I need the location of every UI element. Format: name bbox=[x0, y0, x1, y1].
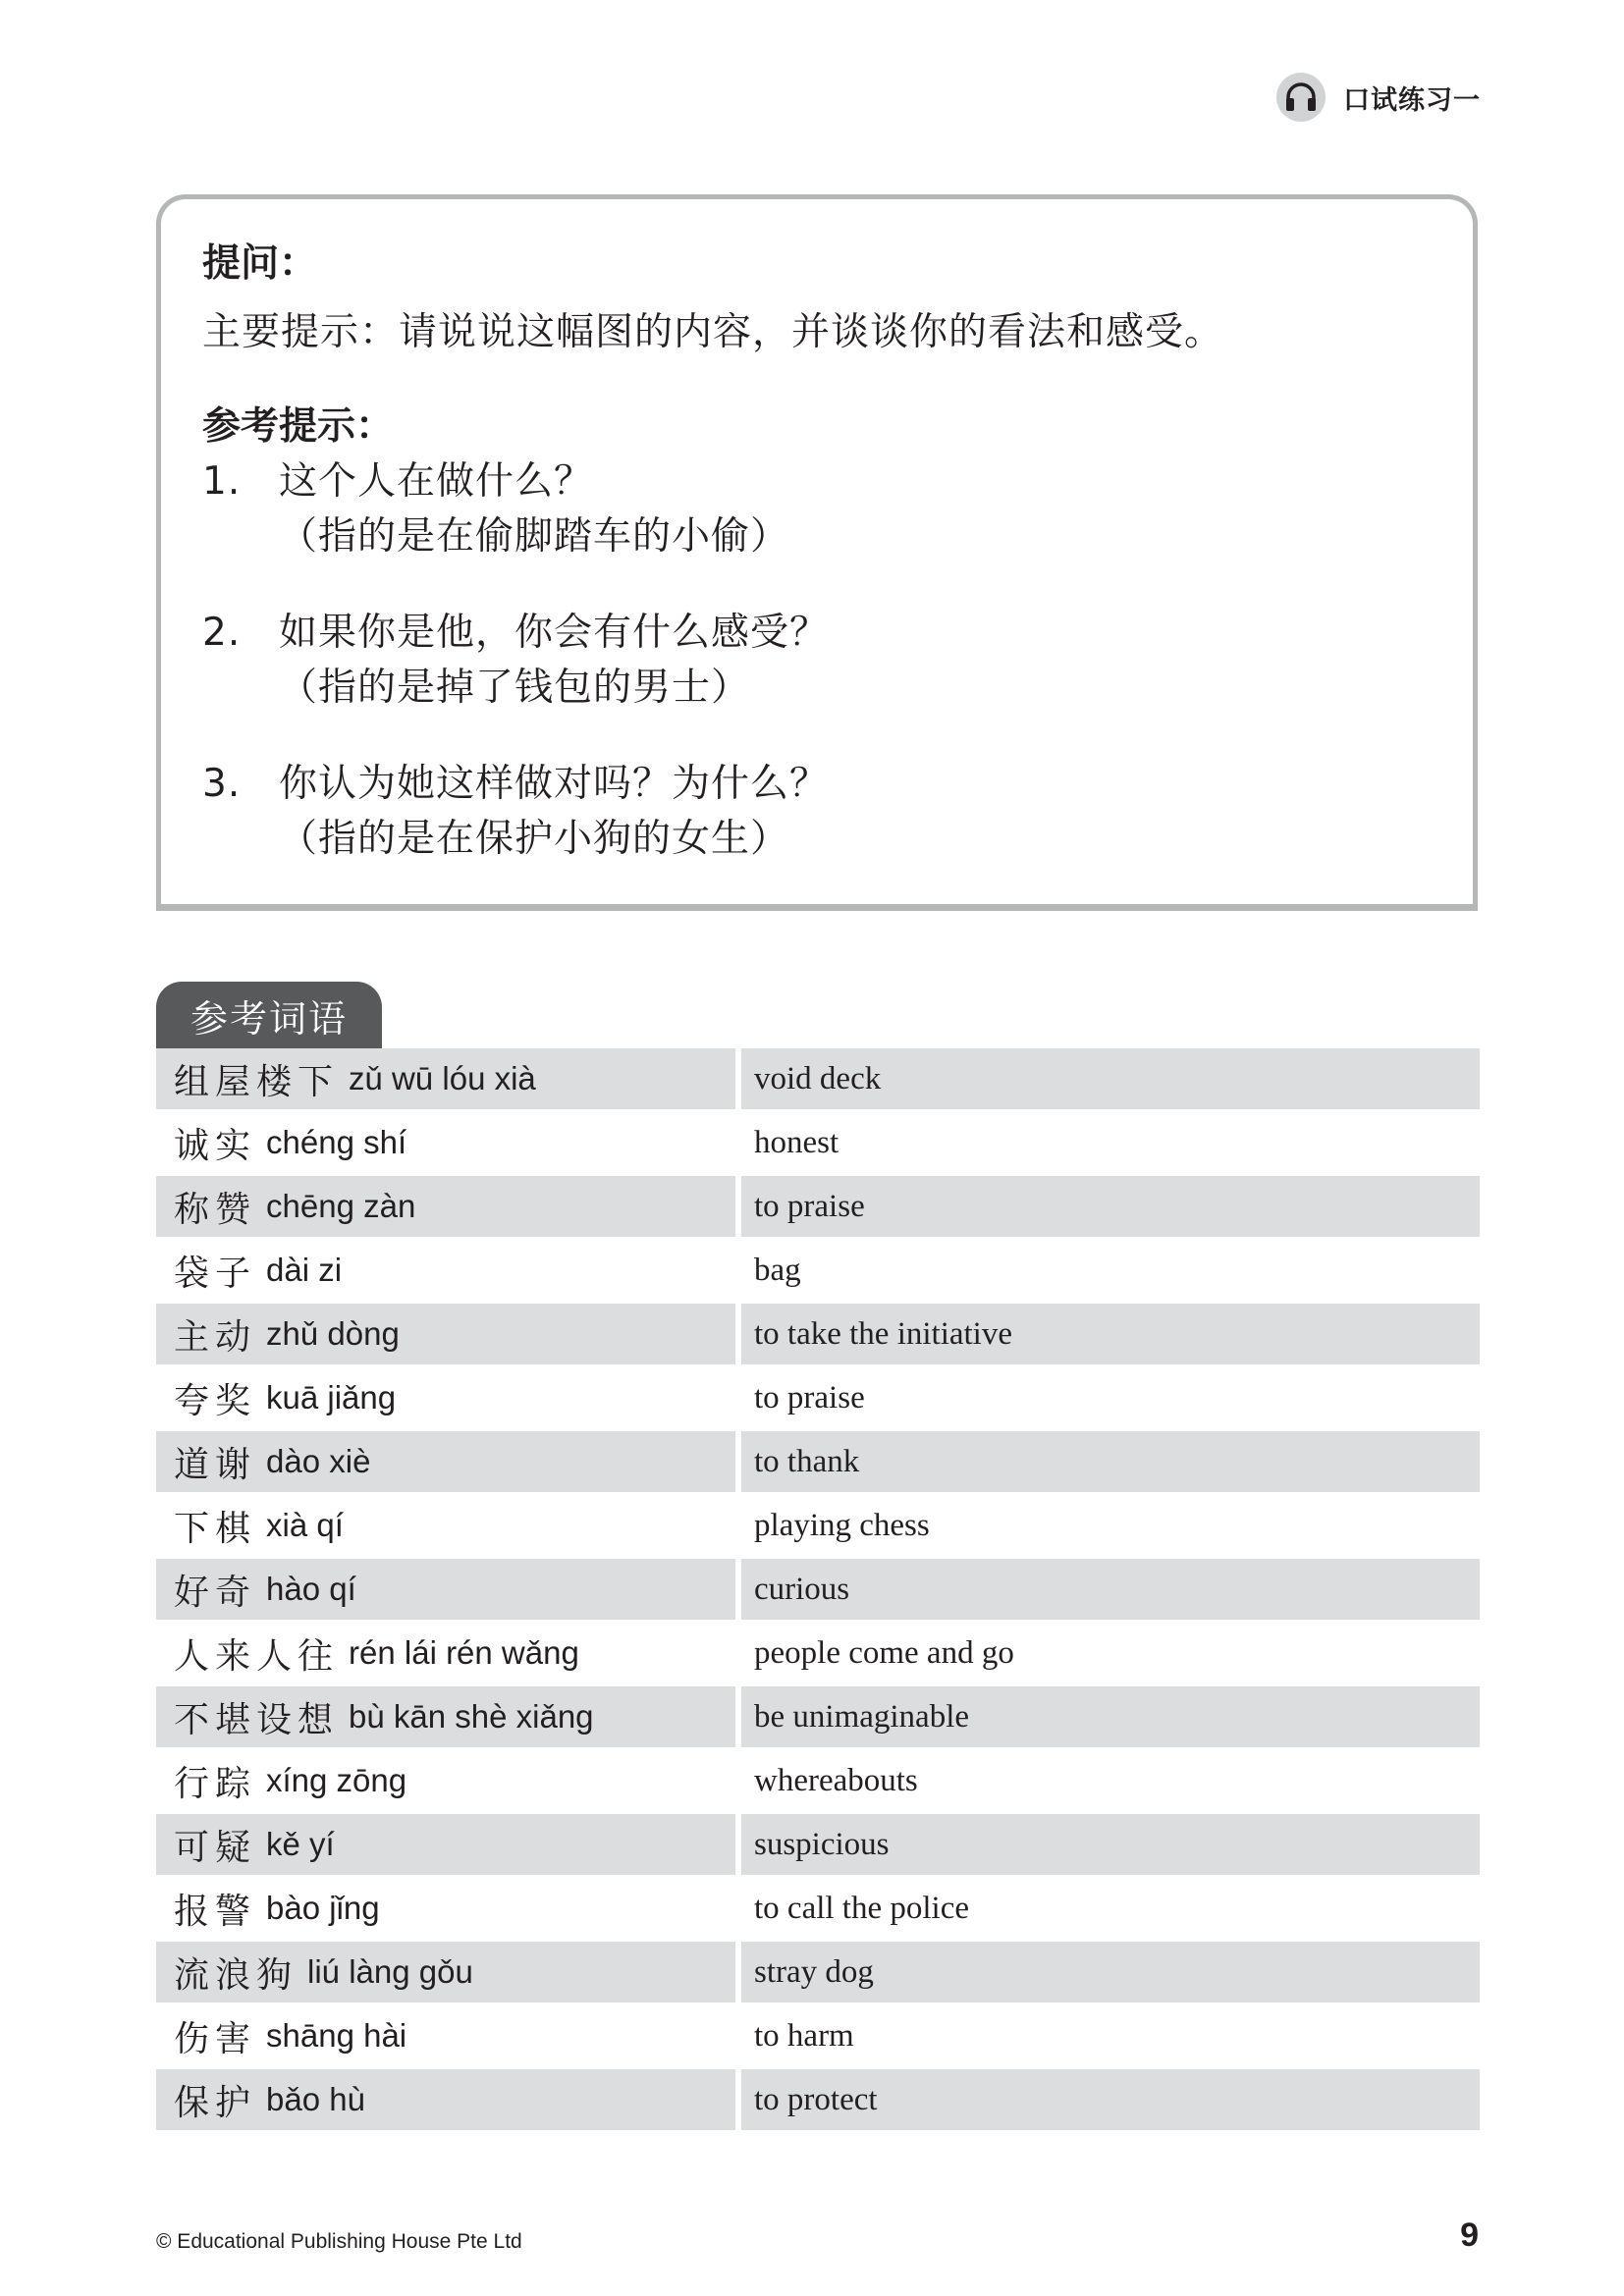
vocab-term-cell bbox=[156, 1176, 735, 1237]
vocab-english: whereabouts bbox=[754, 1762, 918, 1798]
vocab-chinese: 流浪狗 bbox=[174, 1954, 298, 1996]
vocab-pinyin: zǔ wū lóu xià bbox=[349, 1060, 536, 1096]
vocab-row bbox=[156, 2069, 1480, 2133]
vocab-english: honest bbox=[754, 1124, 839, 1160]
headphones-icon[interactable] bbox=[1276, 73, 1326, 122]
vocab-pinyin: hào qí bbox=[266, 1571, 356, 1607]
vocab-chinese: 报警 bbox=[174, 1891, 257, 1932]
vocab-chinese: 诚实 bbox=[174, 1125, 257, 1166]
vocab-row bbox=[156, 1686, 1480, 1750]
vocab-english: to harm bbox=[754, 2017, 854, 2054]
vocab-row bbox=[156, 1495, 1480, 1559]
vocab-pinyin: xià qí bbox=[266, 1507, 344, 1543]
question-note: （指的是掉了钱包的男士） bbox=[279, 666, 751, 710]
question-number: 1. bbox=[202, 459, 242, 504]
vocab-english: to call the police bbox=[754, 1890, 969, 1926]
vocab-chinese: 伤害 bbox=[174, 2018, 257, 2059]
question-item-1 bbox=[202, 451, 593, 506]
question-text: 这个人在做什么？ bbox=[279, 459, 594, 504]
vocab-chinese: 夸奖 bbox=[174, 1380, 257, 1421]
vocab-row bbox=[156, 1814, 1480, 1878]
vocab-english: to praise bbox=[754, 1379, 865, 1415]
vocab-english: void deck bbox=[741, 1048, 1480, 1109]
vocab-english: playing chess bbox=[754, 1507, 930, 1543]
vocab-term-cell bbox=[156, 1304, 735, 1364]
vocab-term-cell bbox=[156, 1814, 735, 1875]
vocab-term-cell bbox=[156, 1495, 735, 1556]
vocab-english: suspicious bbox=[741, 1814, 1480, 1875]
vocab-chinese: 保护 bbox=[174, 2082, 257, 2123]
vocab-term-cell bbox=[156, 1878, 735, 1939]
vocab-row bbox=[156, 1623, 1480, 1686]
vocab-term-cell bbox=[156, 1623, 735, 1683]
vocab-english: to thank bbox=[741, 1431, 1480, 1492]
vocab-pinyin: dào xiè bbox=[266, 1443, 371, 1479]
vocab-term-cell bbox=[156, 1431, 735, 1492]
vocab-chinese: 人来人往 bbox=[174, 1635, 340, 1677]
vocab-pinyin: kuā jiǎng bbox=[266, 1379, 397, 1415]
vocab-chinese: 不堪设想 bbox=[174, 1699, 340, 1740]
vocab-chinese: 行踪 bbox=[174, 1763, 257, 1804]
question-note: （指的是在保护小狗的女生） bbox=[279, 817, 790, 861]
vocab-pinyin: dài zi bbox=[266, 1252, 343, 1288]
vocab-pinyin: bù kān shè xiǎng bbox=[349, 1698, 594, 1735]
vocab-row bbox=[156, 1240, 1480, 1304]
section-title: 口试练习一 bbox=[1343, 84, 1481, 116]
vocab-term-cell bbox=[156, 1942, 735, 2002]
vocab-row bbox=[156, 1559, 1480, 1623]
vocab-english: to protect bbox=[741, 2069, 1480, 2130]
vocab-term-cell bbox=[156, 1240, 735, 1301]
vocab-term-cell bbox=[156, 1112, 735, 1173]
vocab-chinese: 组屋楼下 bbox=[174, 1061, 340, 1102]
vocab-term-cell bbox=[156, 1048, 735, 1109]
question-text: 你认为她这样做对吗？为什么？ bbox=[279, 762, 830, 806]
page-number: 9 bbox=[1460, 2216, 1479, 2254]
vocab-term-cell bbox=[156, 1750, 735, 1811]
vocab-english: bag bbox=[754, 1252, 801, 1288]
vocab-row bbox=[156, 1367, 1480, 1431]
vocab-row bbox=[156, 1304, 1480, 1367]
vocab-row bbox=[156, 1112, 1480, 1176]
vocab-term-cell bbox=[156, 2069, 735, 2130]
question-note: （指的是在偷脚踏车的小偷） bbox=[279, 514, 790, 559]
vocab-pinyin: bǎo hù bbox=[266, 2081, 365, 2117]
vocab-pinyin: kě yí bbox=[266, 1826, 335, 1862]
vocab-term-cell bbox=[156, 1559, 735, 1620]
vocab-row bbox=[156, 2005, 1480, 2069]
vocab-pinyin: liú làng gǒu bbox=[307, 1953, 473, 1990]
vocab-row bbox=[156, 1942, 1480, 2005]
vocab-pinyin: zhǔ dòng bbox=[266, 1315, 400, 1352]
vocab-english: people come and go bbox=[754, 1634, 1014, 1671]
reference-heading: 参考提示： bbox=[202, 404, 395, 449]
vocab-pinyin: bào jǐng bbox=[266, 1890, 380, 1926]
vocab-pinyin: chēng zàn bbox=[266, 1188, 416, 1224]
question-number: 2. bbox=[202, 611, 242, 655]
vocab-pinyin: chéng shí bbox=[266, 1124, 407, 1160]
question-number: 3. bbox=[202, 762, 242, 806]
page-header bbox=[1276, 73, 1481, 122]
vocab-pinyin: xíng zōng bbox=[266, 1762, 407, 1798]
vocab-english: to praise bbox=[741, 1176, 1480, 1237]
vocab-row bbox=[156, 1431, 1480, 1495]
vocab-row bbox=[156, 1176, 1480, 1240]
vocab-english: stray dog bbox=[741, 1942, 1480, 2002]
question-item-3 bbox=[202, 753, 829, 808]
vocab-chinese: 可疑 bbox=[174, 1827, 257, 1868]
vocab-term-cell bbox=[156, 2005, 735, 2066]
vocab-english: to take the initiative bbox=[741, 1304, 1480, 1364]
vocab-pinyin: rén lái rén wǎng bbox=[349, 1634, 579, 1671]
question-box bbox=[156, 194, 1478, 911]
vocab-chinese: 称赞 bbox=[174, 1189, 257, 1230]
vocab-term-cell bbox=[156, 1367, 735, 1428]
question-text: 如果你是他，你会有什么感受？ bbox=[279, 611, 830, 655]
vocab-chinese: 主动 bbox=[174, 1316, 257, 1358]
question-item-2 bbox=[202, 602, 829, 657]
vocab-row bbox=[156, 1048, 1480, 1112]
vocab-pinyin: shāng hài bbox=[266, 2017, 407, 2054]
vocab-row bbox=[156, 1750, 1480, 1814]
vocab-tab: 参考词语 bbox=[156, 982, 382, 1048]
vocab-chinese: 下棋 bbox=[174, 1508, 257, 1549]
copyright: © Educational Publishing House Pte Ltd bbox=[156, 2230, 522, 2253]
vocab-chinese: 道谢 bbox=[174, 1444, 257, 1485]
vocab-term-cell bbox=[156, 1686, 735, 1747]
vocab-table bbox=[156, 1048, 1480, 2133]
vocab-chinese: 袋子 bbox=[174, 1253, 257, 1294]
vocab-chinese: 好奇 bbox=[174, 1572, 257, 1613]
question-heading: 提问： bbox=[202, 241, 318, 286]
vocab-english: curious bbox=[741, 1559, 1480, 1620]
vocab-row bbox=[156, 1878, 1480, 1942]
main-prompt: 主要提示：请说说这幅图的内容，并谈谈你的看法和感受。 bbox=[202, 310, 1224, 354]
vocab-english: be unimaginable bbox=[741, 1686, 1480, 1747]
